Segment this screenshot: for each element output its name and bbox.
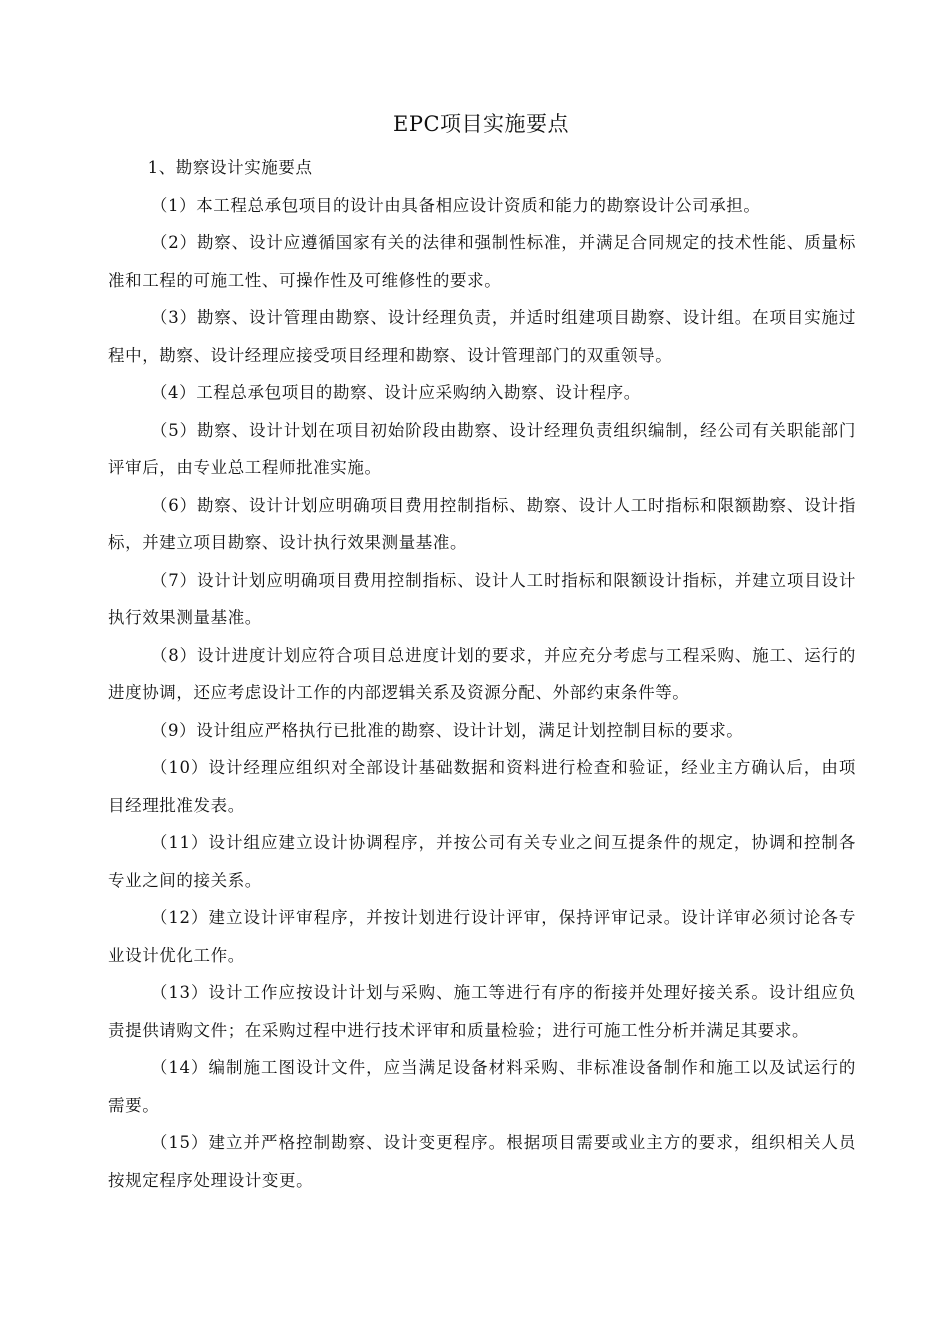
paragraph-8: （8）设计进度计划应符合项目总进度计划的要求，并应充分考虑与工程采购、施工、运行的进度协调，还应考虑设计工作的内部逻辑关系及资源分配、外部约束条件等。 <box>108 645 856 702</box>
paragraph-7: （7）设计计划应明确项目费用控制指标、设计人工时指标和限额设计指标，并建立项目设计执行效果测量基准。 <box>108 570 856 627</box>
paragraph-3: （3）勘察、设计管理由勘察、设计经理负责，并适时组建项目勘察、设计组。在项目实施过程中，勘察、设计经理应接受项目经理和勘察、设计管理部门的双重领导。 <box>108 308 856 365</box>
paragraph-14: （14）编制施工图设计文件，应当满足设备材料采购、非标准设备制作和施工以及试运行的需要。 <box>108 1058 856 1115</box>
paragraph-9: （9）设计组应严格执行已批准的勘察、设计计划，满足计划控制目标的要求。 <box>150 720 744 740</box>
document-title: EPC项目实施要点 <box>392 112 570 136</box>
paragraph-15: （15）建立并严格控制勘察、设计变更程序。根据项目需要或业主方的要求，组织相关人员按规定程序处理设计变更。 <box>108 1133 856 1190</box>
paragraph-2: （2）勘察、设计应遵循国家有关的法律和强制性标准，并满足合同规定的技术性能、质量标准和工程的可施工性、可操作性及可维修性的要求。 <box>108 233 856 290</box>
paragraph-6: （6）勘察、设计计划应明确项目费用控制指标、勘察、设计人工时指标和限额勘察、设计指标，并建立项目勘察、设计执行效果测量基准。 <box>108 495 856 552</box>
paragraph-1: （1）本工程总承包项目的设计由具备相应设计资质和能力的勘察设计公司承担。 <box>150 195 761 215</box>
paragraph-11: （11）设计组应建立设计协调程序，并按公司有关专业之间互提条件的规定，协调和控制各专业之间的接关系。 <box>108 833 856 890</box>
paragraph-13: （13）设计工作应按设计计划与采购、施工等进行有序的衔接并处理好接关系。设计组应负责提供请购文件；在采购过程中进行技术评审和质量检验；进行可施工性分析并满足其要求。 <box>108 983 856 1040</box>
paragraph-5: （5）勘察、设计计划在项目初始阶段由勘察、设计经理负责组织编制，经公司有关职能部门评审后，由专业总工程师批准实施。 <box>108 420 856 477</box>
document-body <box>108 149 856 1199</box>
paragraph-4: （4）工程总承包项目的勘察、设计应采购纳入勘察、设计程序。 <box>150 383 641 402</box>
paragraph-10: （10）设计经理应组织对全部设计基础数据和资料进行检查和验证，经业主方确认后，由项目经理批准发表。 <box>108 758 856 815</box>
paragraph-12: （12）建立设计评审程序，并按计划进行设计评审，保持评审记录。设计详审必须讨论各专业设计优化工作。 <box>108 908 856 965</box>
section-heading: 1、勘察设计实施要点 <box>147 158 313 177</box>
